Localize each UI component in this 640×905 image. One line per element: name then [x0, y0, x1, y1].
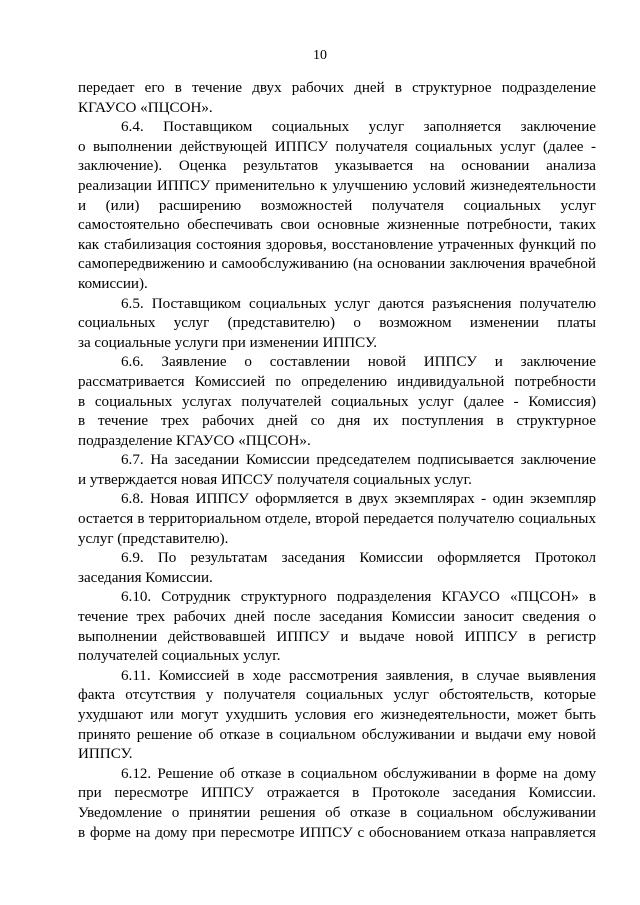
text-line: Уведомление о принятии решения об отказе в социальном обслуживании	[78, 804, 596, 821]
text-line: течение трех рабочих дней после заседания Комиссии заносит сведения о	[78, 609, 596, 626]
paragraph	[78, 295, 596, 354]
text-line: самопередвижению и самообслуживанию (на основании заключения врачебной	[78, 256, 596, 273]
text-line: передает его в течение двух рабочих дней в структурное подразделение	[78, 80, 596, 96]
text-line: 6.8. Новая ИППСУ оформляется в двух экземплярах - один экземпляр	[121, 491, 596, 508]
text-line: 6.5. Поставщиком социальных услуг даются разъяснения получателю	[121, 295, 596, 312]
text-line: КГАУСО «ПЦСОН».	[78, 99, 213, 116]
text-line: при пересмотре ИППСУ отражается в Протоколе заседания Комиссии.	[78, 785, 596, 802]
paragraph	[78, 667, 596, 765]
text-line: 6.6. Заявление о составлении новой ИППСУ и заключение	[121, 354, 596, 371]
text-line: о выполнении действующей ИППСУ получателя социальных услуг (далее -	[78, 138, 596, 155]
text-line: 6.4. Поставщиком социальных услуг заполняется заключение	[121, 119, 596, 136]
paragraph	[78, 549, 596, 588]
paragraph	[78, 490, 596, 549]
text-line: заключение). Оценка результатов указывается на основании анализа	[78, 158, 596, 175]
paragraph	[78, 79, 596, 118]
text-line: заседания Комиссии.	[78, 569, 213, 586]
text-line: рассматривается Комиссией по определению индивидуальной потребности	[78, 373, 596, 390]
document-body	[78, 79, 596, 843]
text-line: реализации ИППСУ применительно к улучшению условий жизнедеятельности	[78, 177, 596, 194]
text-line: и (или) расширению возможностей получателя социальных услуг	[78, 197, 596, 214]
text-line: остается в территориальном отделе, второй передается получателю социальных	[78, 511, 596, 528]
text-line: 6.12. Решение об отказе в социальном обслуживании в форме на дому	[121, 765, 596, 782]
text-line: получателей социальных услуг.	[78, 648, 281, 665]
text-line: в социальных услугах получателей социальных услуг (далее - Комиссия)	[78, 393, 596, 410]
text-line: социальных услуг (представителю) о возможном изменении платы	[78, 315, 596, 332]
text-line: 6.11. Комиссией в ходе рассмотрения заявления, в случае выявления	[121, 667, 596, 684]
text-line: 6.9. По результатам заседания Комиссии оформляется Протокол	[121, 550, 596, 567]
text-line: за социальные услуги при изменении ИППСУ.	[78, 334, 378, 351]
text-line: принято решение об отказе в социальном обслуживании и выдачи ему новой	[78, 726, 596, 743]
text-line: 6.10. Сотрудник структурного подразделения КГАУСО «ПЦСОН» в	[121, 589, 596, 606]
paragraph	[78, 118, 596, 294]
text-line: 6.7. На заседании Комиссии председателем подписывается заключение	[121, 452, 596, 469]
text-line: факта отсутствия у получателя социальных услуг обстоятельств, которые	[78, 687, 596, 704]
text-line: в форме на дому при пересмотре ИППСУ с обоснованием отказа направляется	[78, 824, 596, 841]
text-line: самостоятельно обеспечивать свои основные жизненные потребности, таких	[78, 217, 596, 234]
text-line: подразделение КГАУСО «ПЦСОН».	[78, 432, 311, 449]
text-line: комиссии).	[78, 275, 148, 292]
paragraph	[78, 588, 596, 666]
text-line: ИППСУ.	[78, 746, 133, 763]
text-line: и утверждается новая ИПССУ получателя социальных услуг.	[78, 471, 472, 488]
text-line: услуг (представителю).	[78, 530, 229, 547]
text-line: выполнении действовавшей ИППСУ и выдаче новой ИППСУ в регистр	[78, 628, 596, 645]
text-line: ухудшают или могут ухудшить условия его жизнедеятельности, может быть	[78, 707, 596, 723]
page-number: 10	[313, 48, 327, 63]
paragraph	[78, 353, 596, 451]
text-line: как стабилизация состояния здоровья, восстановление утраченных функций по	[78, 236, 596, 253]
paragraph	[78, 765, 596, 843]
paragraph	[78, 451, 596, 490]
text-line: в течение трех рабочих дней со дня их поступления в структурное	[78, 413, 596, 430]
